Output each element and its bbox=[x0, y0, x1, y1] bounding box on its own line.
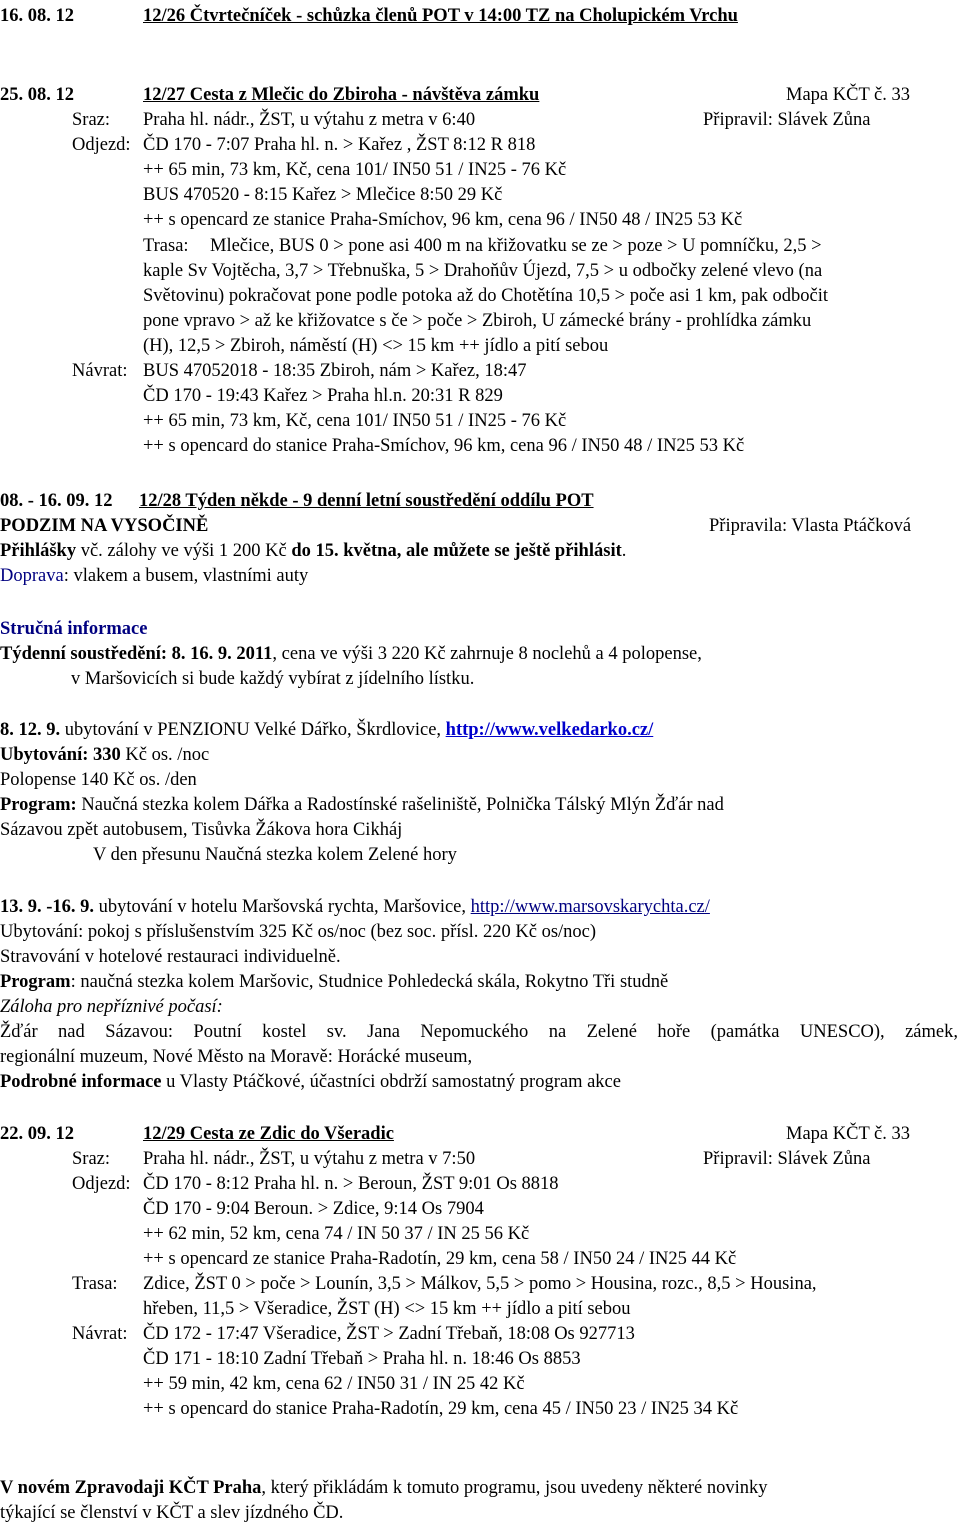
registration-info: Přihlášky vč. zálohy ve výši 1 200 Kč do 15. května, ale můžete se ještě přihlásit. bbox=[0, 541, 627, 561]
event-header bbox=[0, 1122, 960, 1147]
section-heading: Stručná informace bbox=[0, 619, 148, 639]
event-date: 25. 08. 12 bbox=[0, 85, 74, 105]
departure-line: ++ 65 min, 73 km, Kč, cena 101/ IN50 51 / IN25 - 76 Kč bbox=[143, 160, 567, 180]
event-date: 08. - 16. 09. 12 bbox=[0, 491, 113, 511]
week-summary: Týdenní soustředění: 8. 16. 9. 2011, cena ve výši 3 220 Kč zahrnuje 8 noclehů a 4 polopense, bbox=[0, 644, 702, 664]
newsletter-note: týkající se členství v KČT a slev jízdného ČD. bbox=[0, 1503, 344, 1523]
departure-line: ++ s opencard ze stanice Praha-Smíchov, 96 km, cena 96 / IN50 48 / IN25 53 Kč bbox=[143, 210, 743, 230]
map-reference: Mapa KČT č. 33 bbox=[786, 1124, 910, 1144]
return-line: ČD 172 - 17:47 Všeradice, ŽST > Zadní Třebaň, 18:08 Os 927713 bbox=[143, 1324, 635, 1344]
lodging-price: Ubytování: 330 Kč os. /noc bbox=[0, 745, 210, 765]
return-line: ++ 59 min, 42 km, cena 62 / IN50 31 / IN 25 42 Kč bbox=[143, 1374, 525, 1394]
program-line: Sázavou zpět autobusem, Tisůvka Žákova hora Cikháj bbox=[0, 820, 403, 840]
lodging-2: 13. 9. -16. 9. ubytování v hotelu Maršovská rychta, Maršovice, http://www.marsovskarychta.cz/ bbox=[0, 897, 710, 917]
event-date: 22. 09. 12 bbox=[0, 1124, 74, 1144]
bad-weather-line: regionální muzeum, Nové Město na Moravě: Horácké museum, bbox=[0, 1047, 473, 1067]
label-navrat: Návrat: bbox=[72, 361, 128, 381]
return-line: ++ s opencard do stanice Praha-Smíchov, 96 km, cena 96 / IN50 48 / IN25 53 Kč bbox=[143, 436, 745, 456]
route-line: (H), 12,5 > Zbiroh, náměstí (H) <> 15 km ++ jídlo a pití sebou bbox=[143, 336, 609, 356]
organizer: Připravila: Vlasta Ptáčková bbox=[709, 516, 912, 536]
route-line: pone vpravo > až ke křižovatce s če > poče > Zbiroh, U zámecké brány - prohlídka zámku bbox=[143, 311, 812, 331]
bad-weather-line: Žďár nad Sázavou: Poutní kostel sv. Jana Nepomuckého na Zelené hoře (památka UNESCO), zámek, bbox=[0, 1022, 958, 1042]
departure-line: ++ s opencard ze stanice Praha-Radotín, 29 km, cena 58 / IN50 24 / IN25 44 Kč bbox=[143, 1249, 737, 1269]
departure-line: ČD 170 - 7:07 Praha hl. n. > Kařez , ŽST 8:12 R 818 bbox=[143, 135, 536, 155]
hotel-link[interactable]: http://www.velkedarko.cz/ bbox=[445, 720, 654, 740]
return-line: ČD 171 - 18:10 Zadní Třebaň > Praha hl. n. 18:46 Os 8853 bbox=[143, 1349, 581, 1369]
board-price: Polopense 140 Kč os. /den bbox=[0, 770, 197, 790]
lodging-1: 8. 12. 9. ubytování v PENZIONU Velké Dářko, Škrdlovice, http://www.velkedarko.cz/ bbox=[0, 720, 654, 740]
program-line: Program: naučná stezka kolem Maršovic, Studnice Pohledecká skála, Rokytno Tři studně bbox=[0, 972, 669, 992]
return-line: BUS 47052018 - 18:35 Zbiroh, nám > Kařez, 18:47 bbox=[143, 361, 527, 381]
program-line: Program: Naučná stezka kolem Dářka a Radostínské rašeliniště, Polnička Tálský Mlýn Žďár nad bbox=[0, 795, 724, 815]
event-title: 12/28 Týden někde - 9 denní letní soustředění oddílu POT bbox=[139, 491, 594, 511]
hotel-link[interactable]: http://www.marsovskarychta.cz/ bbox=[470, 897, 710, 917]
map-reference: Mapa KČT č. 33 bbox=[786, 85, 910, 105]
transport-info: Doprava: vlakem a busem, vlastními auty bbox=[0, 566, 309, 586]
route-line: hřeben, 11,5 > Všeradice, ŽST (H) <> 15 km ++ jídlo a pití sebou bbox=[143, 1299, 631, 1319]
departure-line: ČD 170 - 9:04 Beroun. > Zdice, 9:14 Os 7904 bbox=[143, 1199, 484, 1219]
route-line: Zdice, ŽST 0 > poče > Lounín, 3,5 > Málkov, 5,5 > pomo > Housina, rozc., 8,5 > Housina, bbox=[143, 1274, 817, 1294]
label-odjezd: Odjezd: bbox=[72, 1174, 131, 1194]
label-trasa: Trasa: bbox=[143, 236, 189, 256]
bad-weather-heading: Záloha pro nepříznivé počasí: bbox=[0, 997, 223, 1017]
return-line: ČD 170 - 19:43 Kařez > Praha hl.n. 20:31 R 829 bbox=[143, 386, 503, 406]
event-subtitle: PODZIM NA VYSOČINĚ bbox=[0, 516, 209, 536]
organizer: Připravil: Slávek Zůna bbox=[703, 110, 871, 130]
route-line: kaple Sv Vojtěcha, 3,7 > Třebnuška, 5 > Drahoňův Újezd, 7,5 > u odbočky zelené vlevo (na bbox=[143, 261, 823, 281]
meeting-point: Praha hl. nádr., ŽST, u výtahu z metra v 6:40 bbox=[143, 110, 476, 130]
return-line: ++ s opencard do stanice Praha-Radotín, 29 km, cena 45 / IN50 23 / IN25 34 Kč bbox=[143, 1399, 739, 1419]
organizer: Připravil: Slávek Zůna bbox=[703, 1149, 871, 1169]
route-line: Mlečice, BUS 0 > pone asi 400 m na křižovatku se ze > poze > U pomníčku, 2,5 > bbox=[210, 236, 822, 256]
label-odjezd: Odjezd: bbox=[72, 135, 131, 155]
event-title: 12/29 Cesta ze Zdic do Všeradic bbox=[143, 1124, 394, 1144]
event-header bbox=[0, 83, 960, 108]
event-header bbox=[0, 489, 960, 514]
departure-line: ++ 62 min, 52 km, cena 74 / IN 50 37 / IN 25 56 Kč bbox=[143, 1224, 530, 1244]
lodging-price: Ubytování: pokoj s příslušenstvím 325 Kč os/noc (bez soc. přísl. 220 Kč os/noc) bbox=[0, 922, 597, 942]
label-trasa: Trasa: bbox=[72, 1274, 118, 1294]
event-title: 12/26 Čtvrtečníček - schůzka členů POT v 14:00 TZ na Cholupickém Vrchu bbox=[143, 6, 738, 26]
route-line: Světovinu) pokračovat pone podle potoka až do Chotětína 10,5 > poče asi 1 km, pak odbočit bbox=[143, 286, 829, 306]
program-line: V den přesunu Naučná stezka kolem Zelené hory bbox=[93, 845, 457, 865]
return-line: ++ 65 min, 73 km, Kč, cena 101/ IN50 51 / IN25 - 76 Kč bbox=[143, 411, 567, 431]
departure-line: ČD 170 - 8:12 Praha hl. n. > Beroun, ŽST 9:01 Os 8818 bbox=[143, 1174, 559, 1194]
week-summary-note: v Maršovicích si bude každý vybírat z jídelního lístku. bbox=[71, 669, 475, 689]
details-info: Podrobné informace u Vlasty Ptáčkové, účastníci obdrží samostatný program akce bbox=[0, 1072, 621, 1092]
label-navrat: Návrat: bbox=[72, 1324, 128, 1344]
departure-line: BUS 470520 - 8:15 Kařez > Mlečice 8:50 29 Kč bbox=[143, 185, 503, 205]
event-header bbox=[0, 4, 960, 29]
event-date: 16. 08. 12 bbox=[0, 6, 74, 26]
label-sraz: Sraz: bbox=[72, 110, 111, 130]
newsletter-note: V novém Zpravodaji KČT Praha, který přikládám k tomuto programu, jsou uvedeny některé novinky bbox=[0, 1478, 768, 1498]
event-title: 12/27 Cesta z Mlečic do Zbiroha - návštěva zámku bbox=[143, 85, 540, 105]
label-sraz: Sraz: bbox=[72, 1149, 111, 1169]
catering-info: Stravování v hotelové restauraci individuelně. bbox=[0, 947, 341, 967]
meeting-point: Praha hl. nádr., ŽST, u výtahu z metra v 7:50 bbox=[143, 1149, 476, 1169]
